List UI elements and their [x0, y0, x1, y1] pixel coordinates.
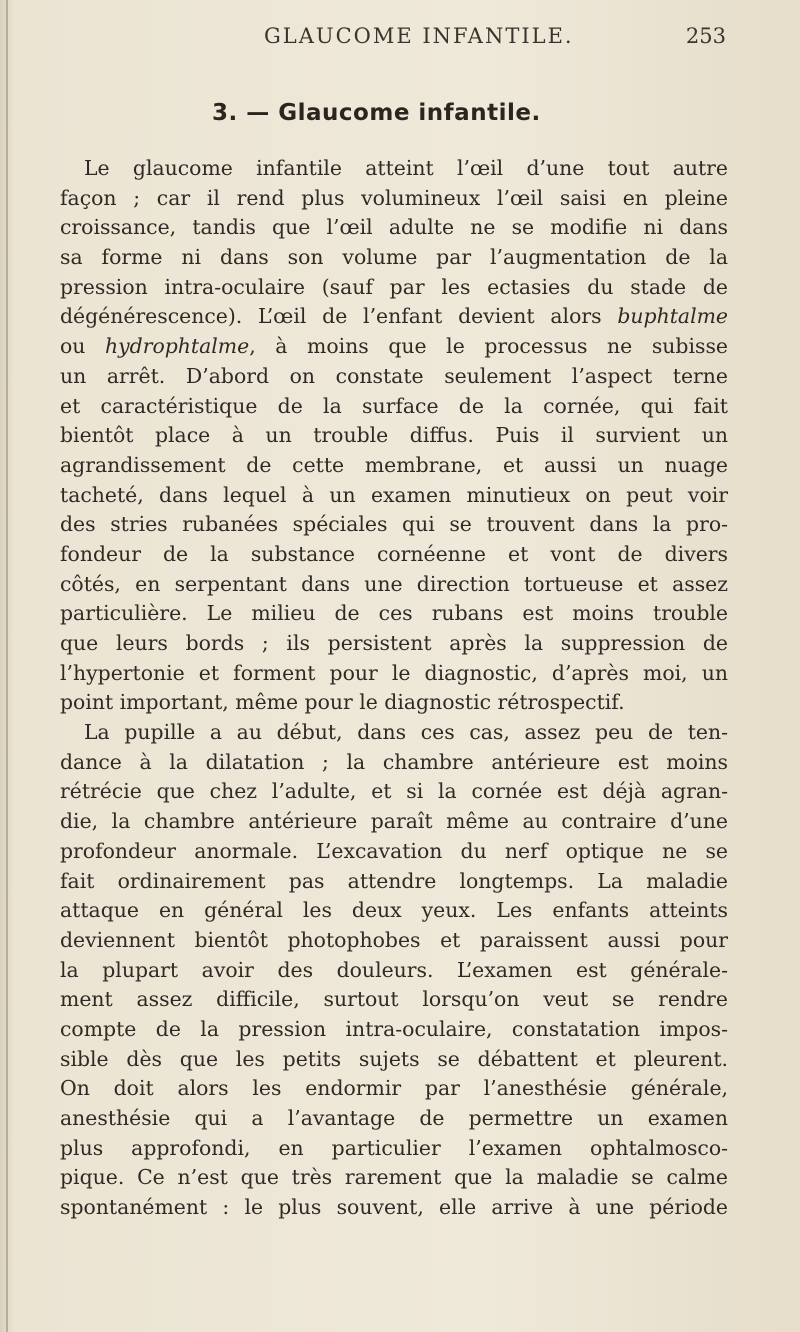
text-line: tacheté, dans lequel à un examen minutieux on peut voir — [60, 482, 728, 507]
text-line: croissance, tandis que l’œil adulte ne se modifie ni dans — [60, 215, 728, 240]
text-segment: dégénérescence). L’œil de l’enfant devient alors — [60, 304, 618, 329]
section-heading: 3. — Glaucome infantile. — [212, 100, 541, 126]
body-text — [60, 154, 728, 1223]
text-line: On doit alors les endormir par l’anesthésie générale, — [60, 1076, 728, 1101]
text-line: pression intra-oculaire (sauf par les ectasies du stade de — [60, 274, 728, 299]
text-line: fondeur de la substance cornéenne et vont de divers — [60, 541, 728, 566]
text-line: Le glaucome infantile atteint l’œil d’une tout autre — [84, 156, 728, 180]
text-line — [60, 302, 728, 332]
text-line: façon ; car il rend plus volumineux l’œil saisi en pleine — [60, 185, 728, 210]
text-line: côtés, en serpentant dans une direction tortueuse et assez — [60, 571, 728, 596]
text-line: attaque en général les deux yeux. Les enfants atteints — [60, 898, 728, 923]
text-line: que leurs bords ; ils persistent après la suppression de — [60, 631, 728, 655]
text-line: agrandissement de cette membrane, et aussi un nuage — [60, 452, 728, 477]
page-number: 253 — [685, 24, 726, 48]
text-line: point important, même pour le diagnostic rétrospectif. — [60, 690, 625, 715]
text-line: sa forme ni dans son volume par l’augmentation de la — [60, 245, 728, 270]
text-line: l’hypertonie et forment pour le diagnostic, d’après moi, un — [60, 660, 728, 685]
text-line: particulière. Le milieu de ces rubans est moins trouble — [60, 601, 728, 626]
text-line: fait ordinairement pas attendre longtemps. La maladie — [60, 868, 728, 893]
text-line: rétrécie que chez l’adulte, et si la cornée est déjà agran- — [60, 779, 728, 804]
text-line — [60, 332, 728, 362]
text-line: pique. Ce n’est que très rarement que la maladie se calme — [60, 1165, 728, 1190]
text-segment: ou — [60, 334, 105, 359]
text-line: bientôt place à un trouble diffus. Puis il survient un — [60, 423, 728, 448]
text-line: deviennent bientôt photophobes et paraissent aussi pour — [60, 927, 728, 952]
running-title: GLAUCOME INFANTILE. — [264, 24, 574, 48]
text-line: La pupille a au début, dans ces cas, assez peu de ten- — [84, 720, 728, 745]
text-line: la plupart avoir des douleurs. L’examen est générale- — [60, 957, 728, 982]
binding-gutter — [6, 0, 8, 1332]
italic-term: buphtalme — [617, 304, 728, 329]
text-line: un arrêt. D’abord on constate seulement l’aspect terne — [60, 363, 728, 388]
text-line: profondeur anormale. L’excavation du nerf optique ne se — [60, 838, 728, 863]
text-line: ment assez difficile, surtout lorsqu’on veut se rendre — [60, 987, 728, 1012]
italic-term: hydrophtalme — [105, 334, 250, 359]
text-line: sible dès que les petits sujets se débattent et pleurent. — [60, 1046, 728, 1071]
text-line: spontanément : le plus souvent, elle arrive à une période — [60, 1195, 728, 1220]
text-line: plus approfondi, en particulier l’examen ophtalmosco- — [60, 1135, 728, 1160]
text-segment: , à moins que le processus ne subisse — [249, 334, 728, 359]
running-head — [0, 24, 800, 54]
text-line: et caractéristique de la surface de la cornée, qui fait — [60, 393, 728, 418]
text-line: dance à la dilatation ; la chambre antérieure est moins — [60, 749, 728, 774]
text-line: des stries rubanées spéciales qui se trouvent dans la pro- — [60, 512, 728, 537]
text-line: compte de la pression intra-oculaire, constatation impos- — [60, 1016, 728, 1041]
text-line: anesthésie qui a l’avantage de permettre un examen — [60, 1106, 728, 1130]
text-line: die, la chambre antérieure paraît même au contraire d’une — [60, 809, 728, 834]
